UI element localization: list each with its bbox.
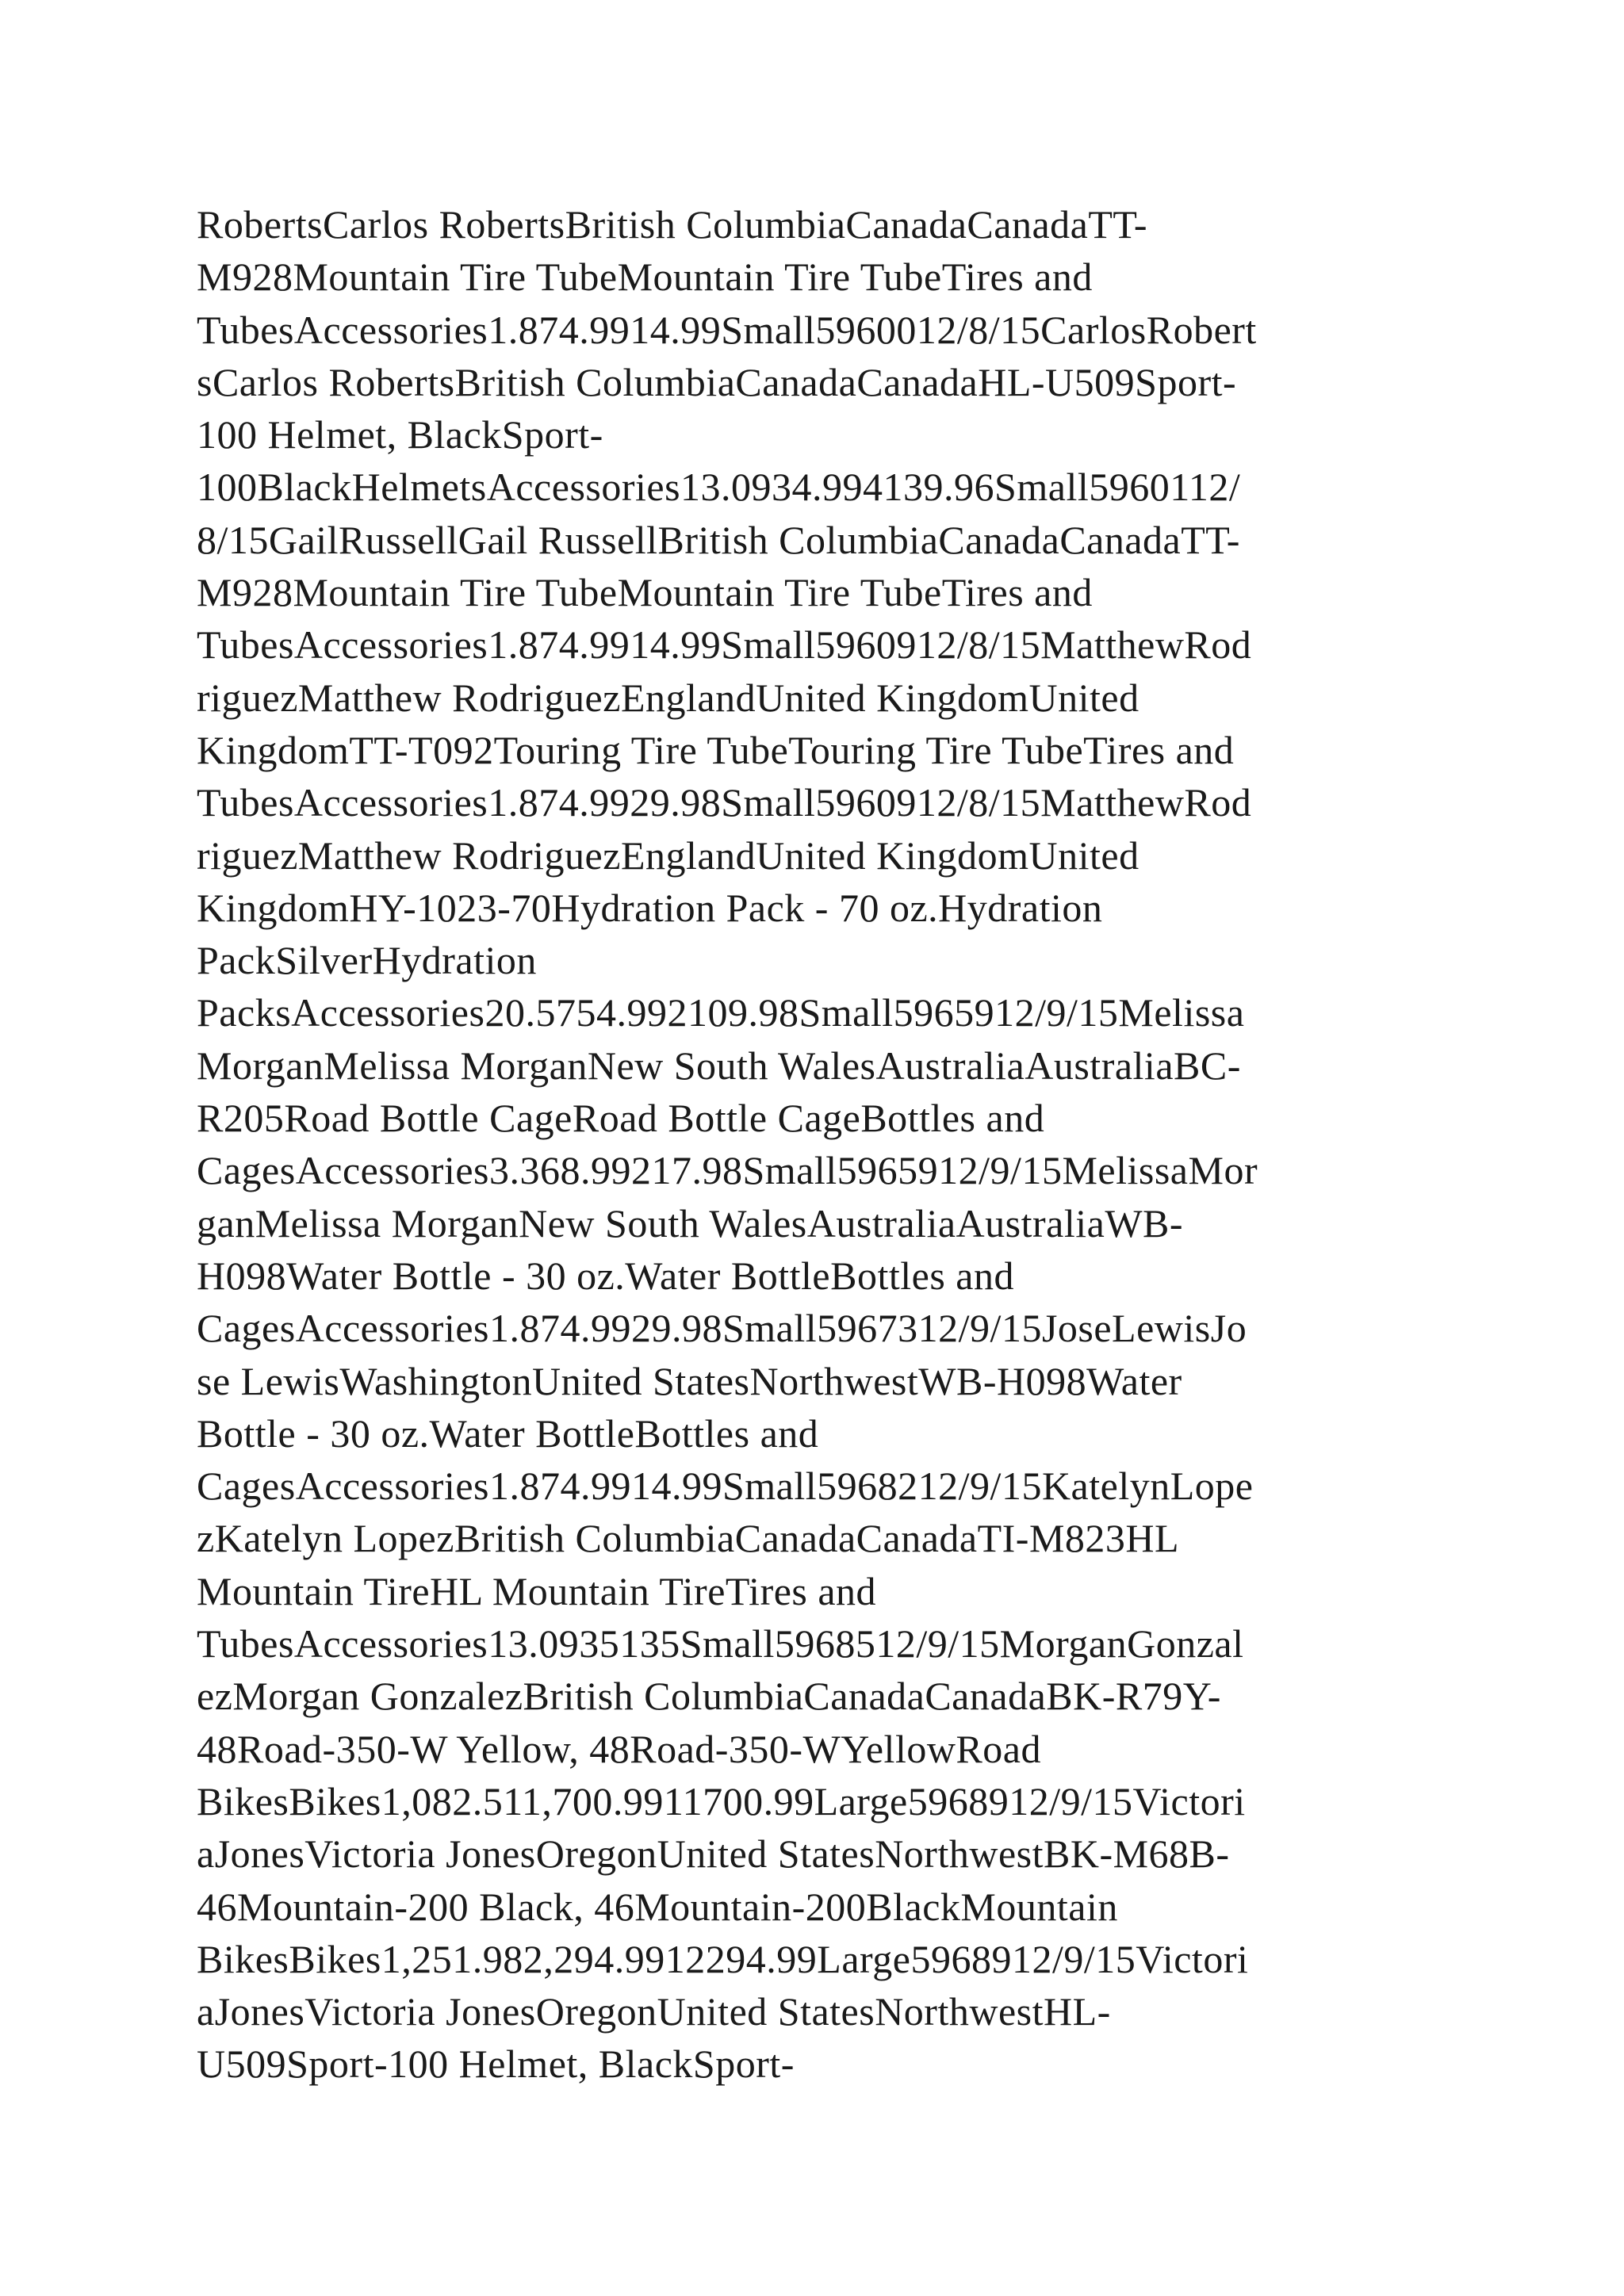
text-line: PackSilverHydration [197, 938, 537, 983]
text-line: KingdomHY-1023-70Hydration Pack - 70 oz.Hydration [197, 885, 1103, 930]
text-line: riguezMatthew RodriguezEnglandUnited KingdomUnited [197, 675, 1139, 720]
text-line: CagesAccessories1.874.9929.98Small5967312/9/15JoseLewisJo [197, 1306, 1247, 1351]
text-line: Mountain TireHL Mountain TireTires and [197, 1568, 877, 1613]
text-line: H098Water Bottle - 30 oz.Water BottleBottles and [197, 1253, 1014, 1298]
text-line: TubesAccessories1.874.9914.99Small5960012/8/15CarlosRobert [197, 307, 1257, 352]
text-line: sCarlos RobertsBritish ColumbiaCanadaCanadaHL-U509Sport- [197, 359, 1237, 404]
text-line: 8/15GailRussellGail RussellBritish ColumbiaCanadaCanadaTT- [197, 517, 1240, 562]
text-line: CagesAccessories3.368.99217.98Small5965912/9/15MelissaMor [197, 1148, 1258, 1193]
text-line: R205Road Bottle CageRoad Bottle CageBottles and [197, 1096, 1045, 1141]
text-line: M928Mountain Tire TubeMountain Tire TubeTires and [197, 254, 1093, 300]
text-line: M928Mountain Tire TubeMountain Tire TubeTires and [197, 570, 1093, 615]
document-text-block [197, 198, 1465, 2091]
text-line: 48Road-350-W Yellow, 48Road-350-WYellowRoad [197, 1726, 1041, 1771]
text-line: 100 Helmet, BlackSport- [197, 412, 603, 457]
text-line: zKatelyn LopezBritish ColumbiaCanadaCanadaTI-M823HL [197, 1516, 1180, 1561]
text-line: 100BlackHelmetsAccessories13.0934.994139.96Small5960112/ [197, 465, 1241, 510]
text-line: CagesAccessories1.874.9914.99Small5968212/9/15KatelynLope [197, 1464, 1254, 1509]
text-line: TubesAccessories13.0935135Small5968512/9/15MorganGonzal [197, 1621, 1244, 1667]
text-line: RobertsCarlos RobertsBritish ColumbiaCanadaCanadaTT- [197, 202, 1147, 247]
text-line: Bottle - 30 oz.Water BottleBottles and [197, 1410, 819, 1456]
text-line: aJonesVictoria JonesOregonUnited StatesNorthwestBK-M68B- [197, 1831, 1230, 1877]
text-line: riguezMatthew RodriguezEnglandUnited KingdomUnited [197, 832, 1139, 878]
text-line: se LewisWashingtonUnited StatesNorthwestWB-H098Water [197, 1358, 1182, 1403]
text-line: BikesBikes1,251.982,294.9912294.99Large5968912/9/15Victori [197, 1936, 1249, 1981]
text-line: aJonesVictoria JonesOregonUnited StatesNorthwestHL- [197, 1989, 1111, 2034]
text-line: 46Mountain-200 Black, 46Mountain-200BlackMountain [197, 1884, 1118, 1929]
text-line: PacksAccessories20.5754.992109.98Small5965912/9/15Melissa [197, 990, 1245, 1035]
text-line: U509Sport-100 Helmet, BlackSport- [197, 2042, 795, 2087]
text-line: KingdomTT-T092Touring Tire TubeTouring Tire TubeTires and [197, 727, 1235, 772]
text-line: BikesBikes1,082.511,700.9911700.99Large5968912/9/15Victori [197, 1778, 1246, 1823]
text-line: ganMelissa MorganNew South WalesAustraliaAustraliaWB- [197, 1200, 1184, 1246]
text-line: TubesAccessories1.874.9929.98Small5960912/8/15MatthewRod [197, 780, 1252, 825]
text-line: TubesAccessories1.874.9914.99Small5960912/8/15MatthewRod [197, 622, 1252, 668]
text-line: MorganMelissa MorganNew South WalesAustraliaAustraliaBC- [197, 1043, 1241, 1088]
text-line: ezMorgan GonzalezBritish ColumbiaCanadaCanadaBK-R79Y- [197, 1674, 1221, 1719]
